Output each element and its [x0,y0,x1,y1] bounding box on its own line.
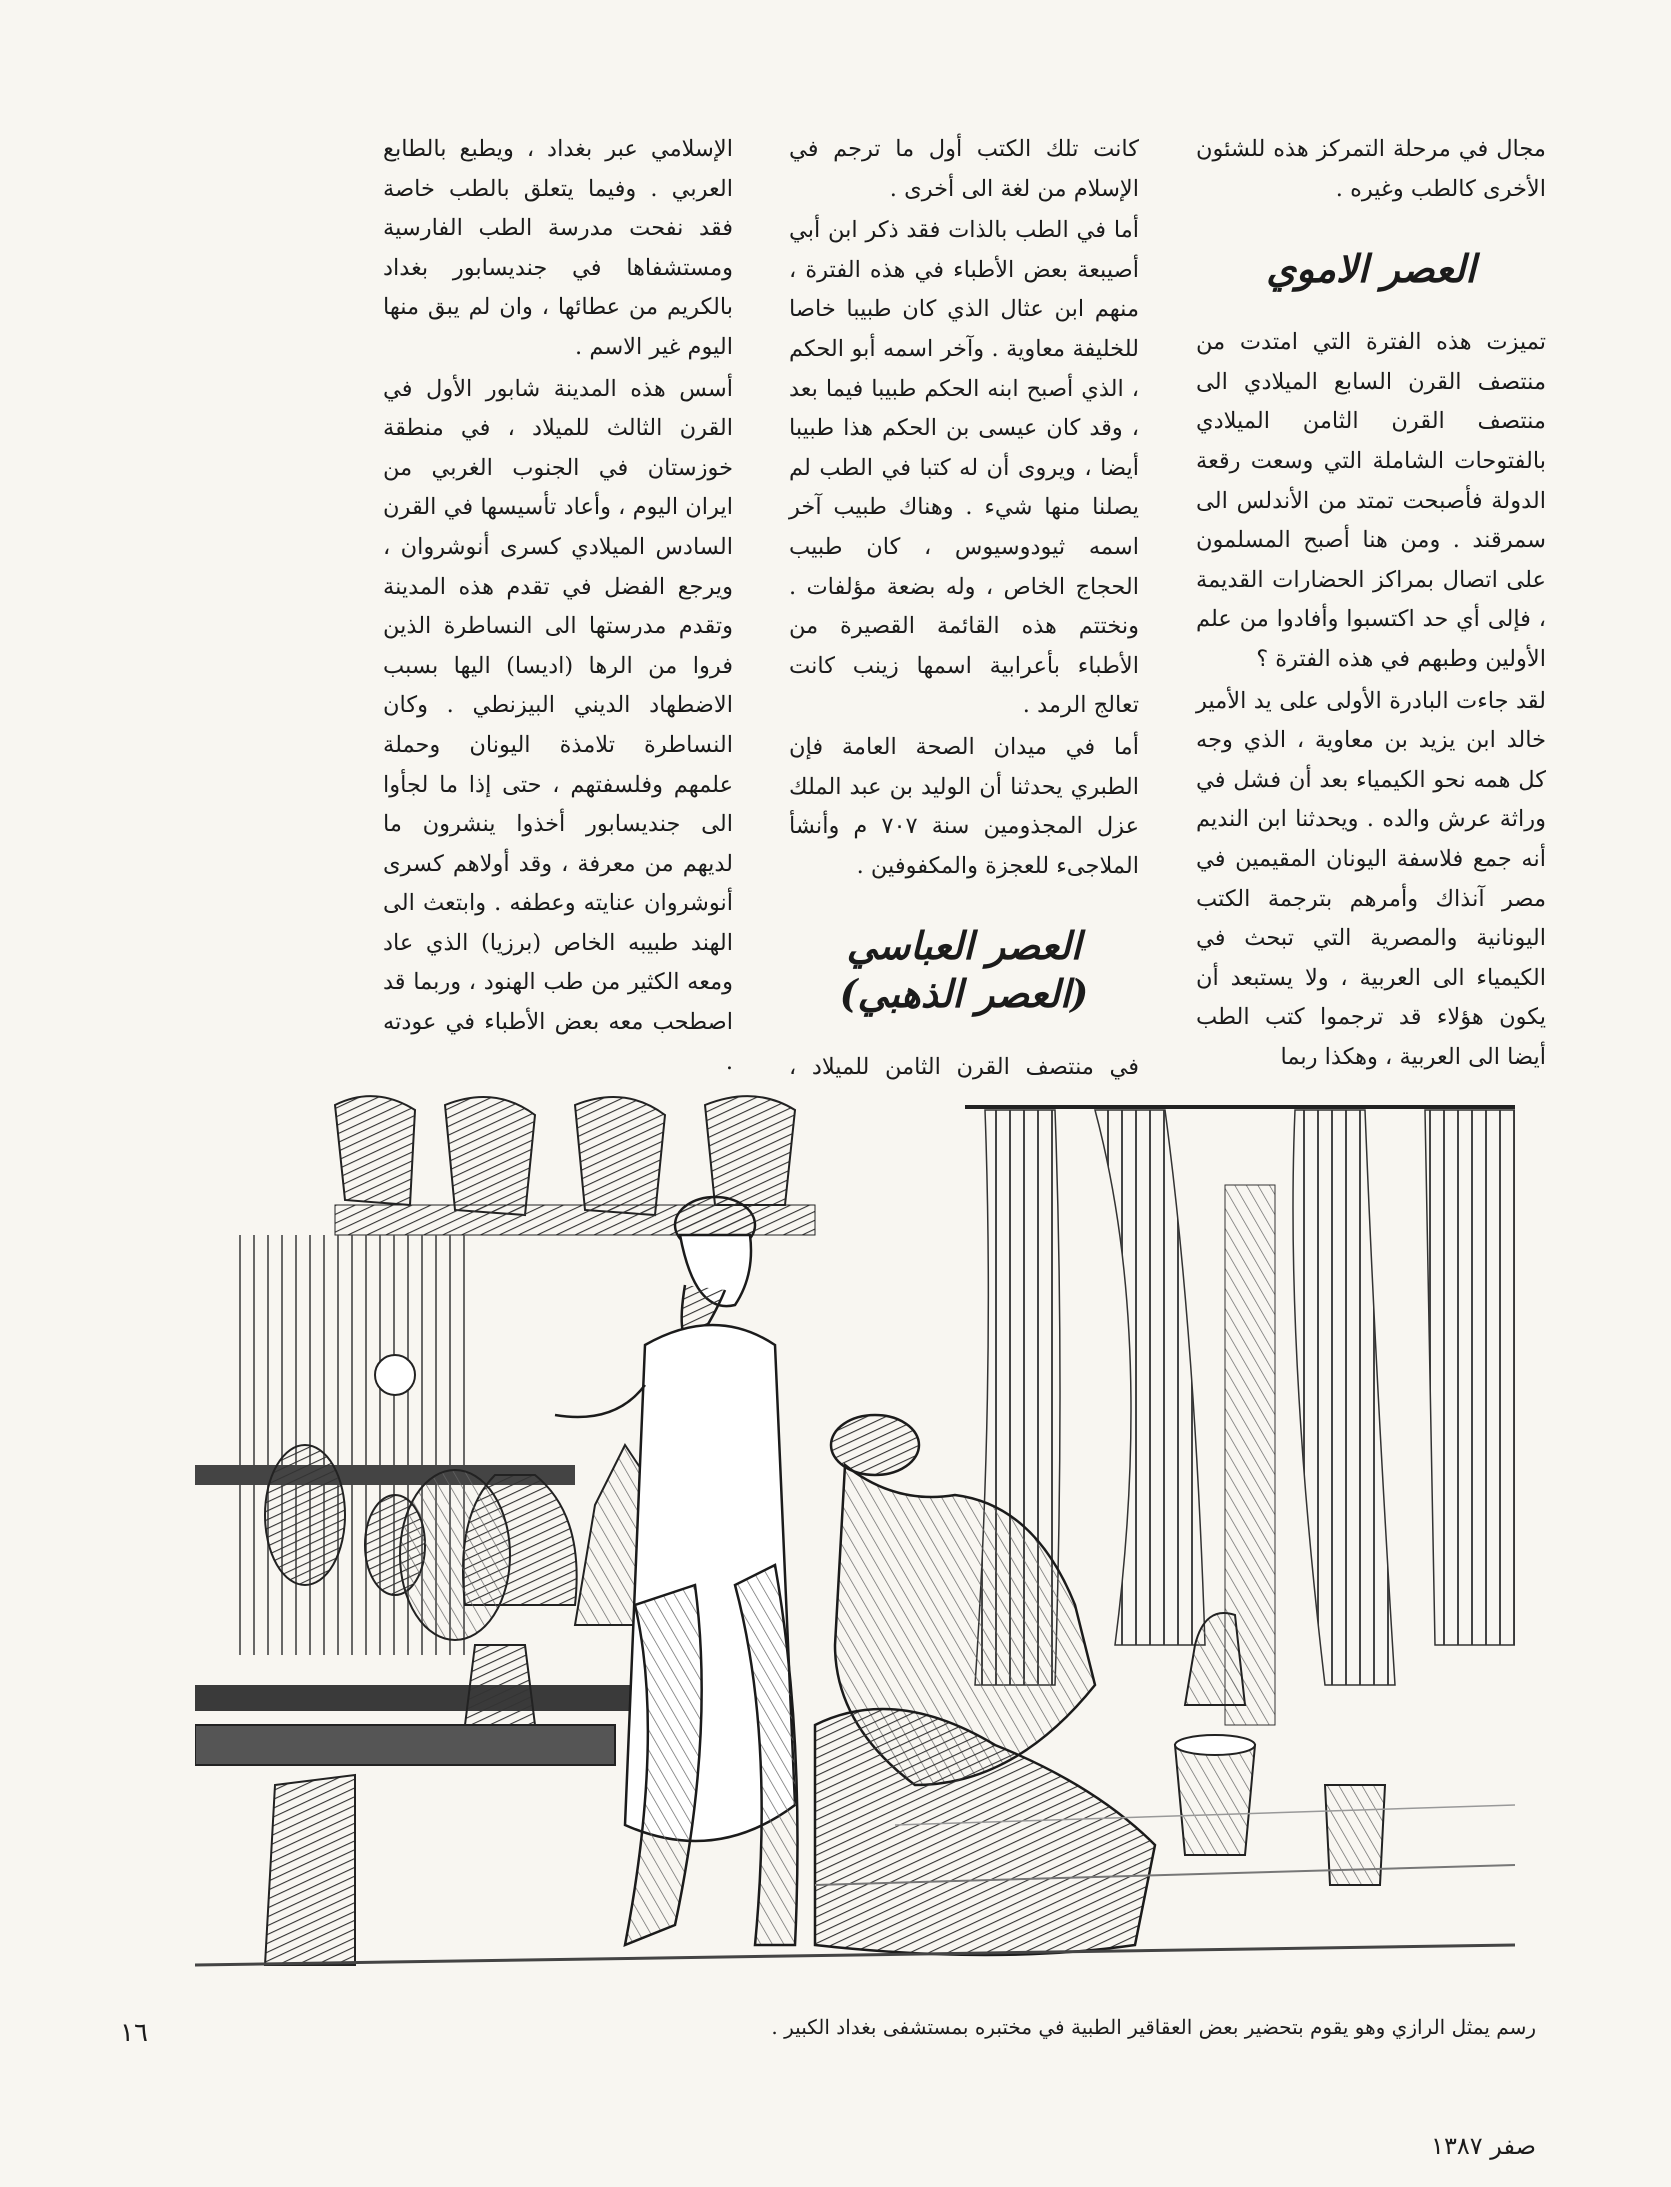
column-right [1196,130,1546,1077]
paragraph: أسس هذه المدينة شابور الأول في القرن الثالث للميلاد ، في منطقة خوزستان في الجنوب الغربي من ايران اليوم ، وأعاد تأسيسها في القرن السادس الميلادي كسرى أنوشروان ، ويرجع الفضل في تقدم هذه المدينة وتقدم مدرستها الى النساطرة الذين فروا من الرها (اديسا) اليها بسبب الاضطهاد الديني البيزنطي . وكان النساطرة تلامذة اليونان وحملة علمهم وفلسفتهم ، حتى إذا ما لجأوا الى جنديسابور أخذوا ينشرون ما لديهم من معرفة ، وقد أولاهم كسرى أنوشروان عنايته وعطفه . وابتعث الى الهند طبيبه الخاص (برزيا) الذي عاد ومعه الكثير من طب الهنود ، وربما قد اصطحب معه بعض الأطباء في عودته . [383,375,733,1075]
issue-date: صفر ١٣٨٧ [1431,2132,1536,2160]
paragraph: الإسلامي عبر بغداد ، ويطبع بالطابع العربي . وفيما يتعلق بالطب خاصة فقد نفحت مدرسة الطب الفارسية ومستشفاها في جنديسابور بغداد بالكريم من عطائها ، وان لم يبق منها اليوم غير الاسم . [383,136,733,360]
paragraph: كانت تلك الكتب أول ما ترجم في الإسلام من لغة الى أخرى . [789,136,1139,202]
paragraph: أما في الطب بالذات فقد ذكر ابن أبي أصيبعة بعض الأطباء في هذه الفترة ، منهم ابن عثال الذي كان طبيبا خاصا للخليفة معاوية . وآخر اسمه أبو الحكم ، الذي أصبح ابنه الحكم طبيبا فيما بعد ، وقد كان عيسى بن الحكم هذا طبيبا أيضا ، ويروى أن له كتبا في الطب لم يصلنا منها شيء . وهناك طبيب آخر اسمه ثيودوسيوس ، كان طبيب الحجاج الخاص ، وله بضعة مؤلفات . ونختتم هذه القائمة القصيرة من الأطباء بأعرابية اسمها زينب كانت تعالج الرمد . [789,217,1139,719]
column-left [383,130,733,1243]
page-number: ١٦ [120,2018,148,2048]
paragraph: في منتصف القرن الثامن للميلاد ، [789,1054,1139,1081]
paragraph: لقد جاءت البادرة الأولى على يد الأمير خالد ابن يزيد بن معاوية ، الذي وجه كل همه نحو الكيمياء بعد أن فشل في وراثة عرش والده . ويحدثنا ابن النديم أنه جمع فلاسفة اليونان المقيمين في مصر آنذاك وأمرهم بترجمة الكتب اليونانية والمصرية التي تبحث في الكيمياء الى العربية ، ولا يستبعد أن يكون هؤلاء قد ترجموا كتب الطب أيضا الى العربية ، وهكذا ربما [1196,687,1546,1070]
laboratory-illustration [195,1085,1515,2005]
image-caption: رسم يمثل الرازي وهو يقوم بتحضير بعض العقاقير الطبية في مختبره بمستشفى بغداد الكبير . [771,2015,1536,2039]
column-middle [789,130,1139,1207]
paragraph: أما في ميدان الصحة العامة فإن الطبري يحدثنا أن الوليد بن عبد الملك عزل المجذومين سنة ٧٠٧ م وأنشأ الملاجىء للعجزة والمكفوفين . [789,733,1140,879]
paragraph: تميزت هذه الفترة التي امتدت من منتصف القرن السابع الميلادي الى منتصف القرن الثامن الميلادي بالفتوحات الشاملة التي وسعت رقعة الدولة فأصبحت تمتد من الأندلس الى سمرقند . ومن هنا أصبح المسلمون على اتصال بمراكز الحضارات القديمة ، فإلى أي حد اكتسبوا وأفادوا من علم الأولين وطبهم في هذه الفترة ؟ [1196,329,1546,672]
section-heading-abbasid: العصر العباسي (العصر الذهبي) [839,923,1089,1017]
section-heading-umayyad: العصر الاموي [1266,246,1476,292]
paragraph: مجال في مرحلة التمركز هذه للشئون الأخرى كالطب وغيره . [1196,136,1546,202]
